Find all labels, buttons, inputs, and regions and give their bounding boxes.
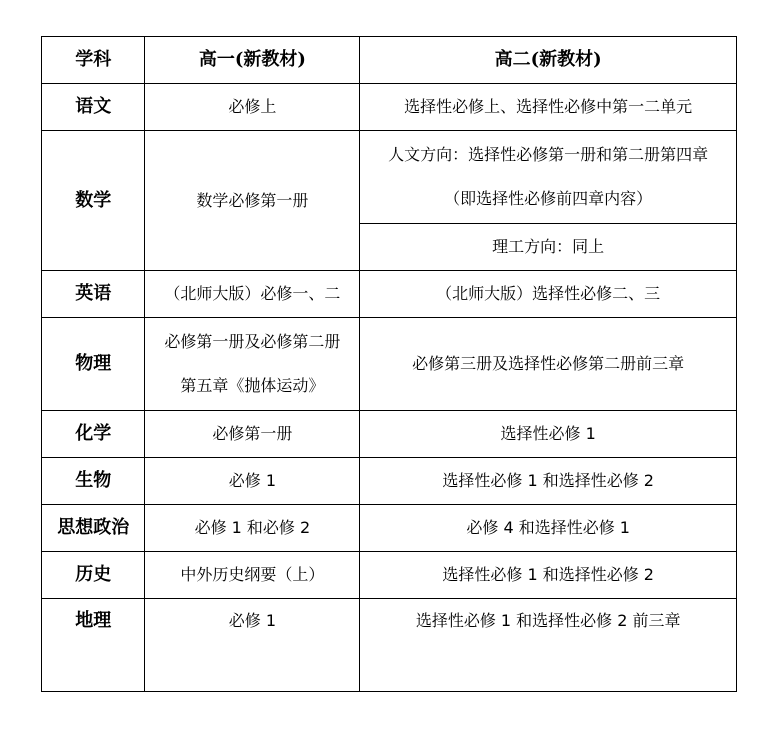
subject-cell: 地理 <box>42 599 145 692</box>
subject-cell: 物理 <box>42 318 145 411</box>
grade1-line1: 必修第一册及必修第二册 <box>164 332 341 351</box>
header-grade1: 高一(新教材) <box>145 37 360 84</box>
table-row <box>42 84 737 131</box>
grade2-cell: 选择性必修 1 和选择性必修 2 <box>360 458 737 505</box>
grade1-cell: 必修 1 <box>145 599 360 692</box>
grade2-cell: 必修第三册及选择性必修第二册前三章 <box>360 318 737 411</box>
subject-cell: 化学 <box>42 411 145 458</box>
table-row <box>42 318 737 411</box>
grade1-cell: 中外历史纲要（上） <box>145 552 360 599</box>
grade1-cell: （北师大版）必修一、二 <box>145 271 360 318</box>
header-row <box>42 37 737 84</box>
header-subject: 学科 <box>42 37 145 84</box>
grade1-line2: 第五章《抛体运动》 <box>180 376 325 395</box>
grade2-cell: 选择性必修上、选择性必修中第一二单元 <box>360 84 737 131</box>
table-row <box>42 411 737 458</box>
grade1-cell: 必修 1 <box>145 458 360 505</box>
grade2-cell: 选择性必修 1 和选择性必修 2 前三章 <box>360 599 737 692</box>
table-row <box>42 131 737 224</box>
subject-cell: 数学 <box>42 131 145 271</box>
grade2-cell: （北师大版）选择性必修二、三 <box>360 271 737 318</box>
subject-cell: 英语 <box>42 271 145 318</box>
grade2-science-cell: 理工方向：同上 <box>360 224 737 271</box>
header-grade2: 高二(新教材) <box>360 37 737 84</box>
table-row <box>42 599 737 692</box>
grade2-humanities-cell <box>360 131 737 224</box>
curriculum-table <box>41 36 737 692</box>
table-row <box>42 271 737 318</box>
grade1-cell: 必修第一册 <box>145 411 360 458</box>
grade1-cell <box>145 318 360 411</box>
grade2-cell: 必修 4 和选择性必修 1 <box>360 505 737 552</box>
table-row <box>42 458 737 505</box>
grade2-cell: 选择性必修 1 <box>360 411 737 458</box>
grade1-cell: 必修上 <box>145 84 360 131</box>
grade2-humanities-line2: （即选择性必修前四章内容） <box>444 189 653 208</box>
grade2-cell: 选择性必修 1 和选择性必修 2 <box>360 552 737 599</box>
grade1-cell: 必修 1 和必修 2 <box>145 505 360 552</box>
subject-cell: 生物 <box>42 458 145 505</box>
grade1-cell: 数学必修第一册 <box>145 131 360 271</box>
subject-cell: 语文 <box>42 84 145 131</box>
subject-cell: 历史 <box>42 552 145 599</box>
table-row <box>42 505 737 552</box>
subject-cell: 思想政治 <box>42 505 145 552</box>
table-row <box>42 552 737 599</box>
grade2-humanities-line1: 人文方向：选择性必修第一册和第二册第四章 <box>388 145 709 164</box>
